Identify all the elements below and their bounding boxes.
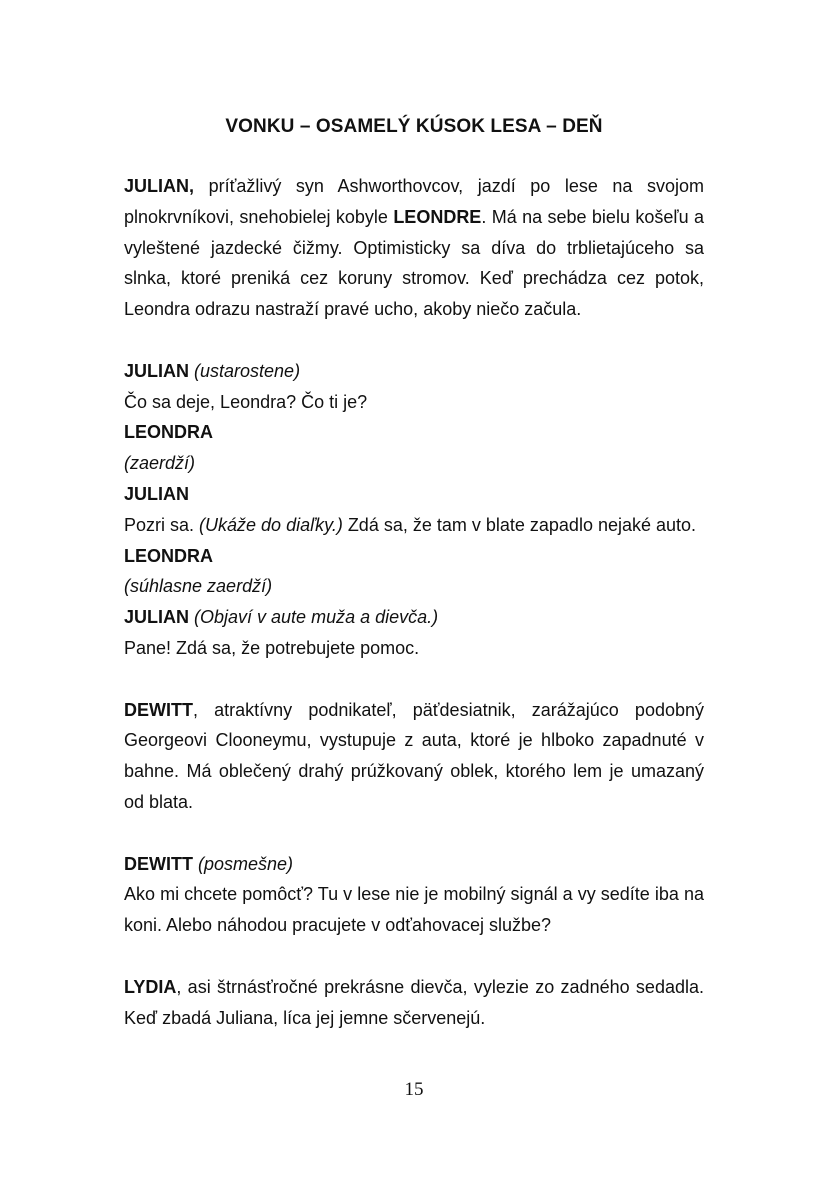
stage-direction: (Objaví v aute muža a dievča.) (189, 607, 439, 628)
dialogue-cue (124, 541, 704, 572)
scene-heading: VONKU – OSAMELÝ KÚSOK LESA – DEŇ (225, 116, 603, 137)
stage-direction: (súhlasne zaerdží) (124, 576, 273, 597)
stage-direction: (Ukáže do diaľky.) (199, 514, 343, 535)
stage-direction: (zaerdží) (124, 453, 196, 474)
page-body (124, 171, 704, 1033)
character-name-leondre: LEONDRE (393, 206, 482, 227)
character-cue-leondra: LEONDRA (124, 545, 213, 566)
stage-direction: (ustarostene) (189, 360, 301, 381)
character-cue-julian: JULIAN (124, 360, 190, 381)
spacer (124, 941, 704, 972)
dialogue-line: Ako mi chcete pomôcť? Tu v lese nie je mobilný signál a vy sedíte iba na koni. Alebo náhodou pracujete v odťahovacej službe? (124, 884, 704, 936)
dialogue-cue (124, 849, 704, 880)
dialogue-cue (124, 356, 704, 387)
spacer (124, 325, 704, 356)
spacer (124, 664, 704, 695)
action-paragraph-lydia (124, 972, 704, 1034)
character-name-dewitt: DEWITT (124, 699, 193, 720)
page-number: 15 (404, 1079, 424, 1100)
spacer (124, 818, 704, 849)
dialogue-cue (124, 602, 704, 633)
character-cue-dewitt: DEWITT (124, 853, 193, 874)
dialogue-text: Pozri sa. (124, 514, 200, 535)
dialogue-line (124, 571, 704, 602)
dialogue-cue (124, 479, 704, 510)
action-paragraph-dewitt (124, 695, 704, 818)
dialogue-line: Pane! Zdá sa, že potrebujete pomoc. (124, 637, 420, 658)
action-paragraph-julian (124, 171, 704, 325)
character-cue-leondra: LEONDRA (124, 422, 213, 443)
action-text: . Má na sebe bielu košeľu a vyleštené jazdecké čižmy. Optimisticky sa díva do trblietajúceho sa slnka, ktoré preniká cez koruny stromov. Keď prechádza cez potok, Leondra odrazu nastraží pravé ucho, akoby niečo začula. (124, 206, 705, 320)
character-name-lydia: LYDIA (124, 976, 177, 997)
character-cue-julian: JULIAN (124, 607, 190, 628)
stage-direction: (posmešne) (193, 853, 294, 874)
action-text: , atraktívny podnikateľ, päťdesiatnik, zarážajúco podobný Georgeovi Clooneymu, vystupuje z auta, ktoré je hlboko zapadnuté v bahne. Má oblečený drahý prúžkovaný oblek, ktorého lem je umazaný od blata. (124, 699, 704, 812)
dialogue-text: Zdá sa, že tam v blate zapadlo nejaké auto. (342, 514, 697, 535)
character-cue-julian: JULIAN (124, 483, 190, 504)
dialogue-cue (124, 417, 704, 448)
dialogue-line: Čo sa deje, Leondra? Čo ti je? (124, 391, 368, 412)
book-page (124, 0, 704, 1180)
action-text: , asi štrnásťročné prekrásne dievča, vylezie zo zadného sedadla. Keď zbadá Juliana, líca jej jemne sčervenejú. (124, 976, 704, 1028)
dialogue-line (124, 448, 704, 479)
dialogue-line (124, 510, 704, 541)
action-text: príťažlivý syn Ashworthovcov, jazdí po lese na svojom plnokrvníkovi, snehobielej kobyle (124, 176, 704, 227)
character-name-julian: JULIAN, (124, 176, 195, 196)
